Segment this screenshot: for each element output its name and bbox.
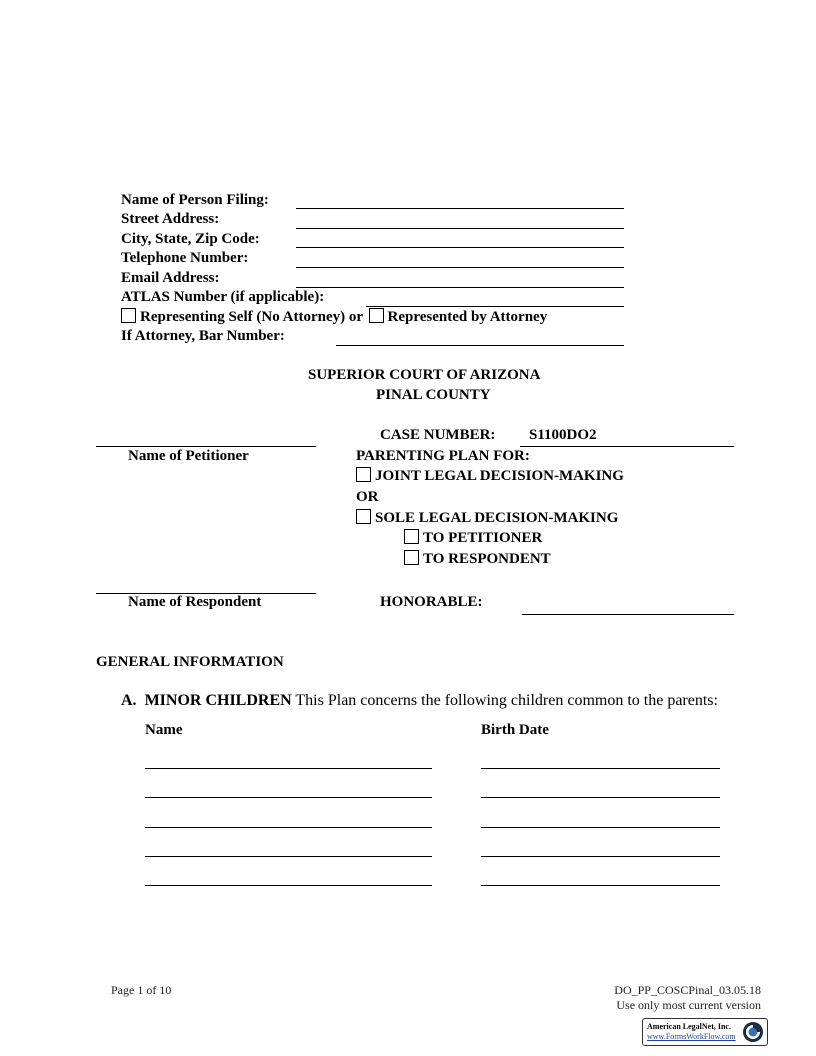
to-respondent-checkbox[interactable] bbox=[404, 550, 419, 565]
representation-row bbox=[121, 308, 547, 326]
joint-decision-row bbox=[356, 467, 624, 485]
telephone-field[interactable] bbox=[296, 267, 624, 268]
form-id: DO_PP_COSCPinal_03.05.18 bbox=[614, 983, 761, 997]
general-information-heading: GENERAL INFORMATION bbox=[96, 654, 284, 670]
child-birth-date-field[interactable] bbox=[481, 768, 720, 769]
to-respondent-label: TO RESPONDENT bbox=[423, 551, 551, 567]
child-birth-date-field[interactable] bbox=[481, 856, 720, 857]
to-petitioner-label: TO PETITIONER bbox=[423, 530, 543, 546]
case-number-field[interactable] bbox=[520, 446, 734, 447]
child-birth-date-field[interactable] bbox=[481, 827, 720, 828]
name-of-person-filing-label: Name of Person Filing: bbox=[121, 192, 269, 208]
logo-company-name: American LegalNet, Inc. bbox=[647, 1022, 731, 1031]
honorable-label: HONORABLE: bbox=[380, 594, 483, 610]
child-name-field[interactable] bbox=[145, 797, 432, 798]
logo-url[interactable]: www.FormsWorkFlow.com bbox=[647, 1032, 736, 1041]
court-name: SUPERIOR COURT OF ARIZONA bbox=[308, 367, 541, 383]
respondent-label: Name of Respondent bbox=[128, 594, 262, 610]
section-a-title: MINOR CHILDREN bbox=[144, 692, 292, 709]
children-name-column-header: Name bbox=[145, 722, 183, 738]
atlas-number-label: ATLAS Number (if applicable): bbox=[121, 289, 325, 305]
section-a-letter: A. bbox=[121, 692, 137, 709]
city-state-zip-label: City, State, Zip Code: bbox=[121, 231, 260, 247]
american-legalnet-logo[interactable] bbox=[642, 1018, 768, 1046]
represented-by-attorney-label: Represented by Attorney bbox=[387, 309, 548, 325]
joint-decision-label: JOINT LEGAL DECISION-MAKING bbox=[375, 468, 624, 484]
sole-decision-checkbox[interactable] bbox=[356, 509, 371, 524]
sole-decision-row bbox=[356, 509, 618, 527]
to-petitioner-checkbox[interactable] bbox=[404, 529, 419, 544]
petitioner-label: Name of Petitioner bbox=[128, 448, 249, 464]
telephone-label: Telephone Number: bbox=[121, 250, 249, 266]
street-address-label: Street Address: bbox=[121, 211, 220, 227]
child-name-field[interactable] bbox=[145, 885, 432, 886]
email-field[interactable] bbox=[296, 287, 624, 288]
case-number-label: CASE NUMBER: bbox=[380, 427, 496, 443]
name-of-person-filing-field[interactable] bbox=[296, 208, 624, 209]
section-a-text: This Plan concerns the following children common to the parents: bbox=[295, 692, 718, 709]
representing-self-checkbox[interactable] bbox=[121, 308, 136, 323]
logo-seal-icon bbox=[742, 1021, 764, 1043]
version-note: Use only most current version bbox=[616, 998, 761, 1012]
bar-number-label: If Attorney, Bar Number: bbox=[121, 328, 285, 344]
child-birth-date-field[interactable] bbox=[481, 797, 720, 798]
atlas-number-field[interactable] bbox=[366, 306, 624, 307]
child-name-field[interactable] bbox=[145, 768, 432, 769]
street-address-field[interactable] bbox=[296, 228, 624, 229]
parenting-plan-title: PARENTING PLAN FOR: bbox=[356, 448, 530, 464]
represented-by-attorney-checkbox[interactable] bbox=[369, 308, 384, 323]
or-label: OR bbox=[356, 489, 379, 505]
children-birth-date-column-header: Birth Date bbox=[481, 722, 549, 738]
city-state-zip-field[interactable] bbox=[296, 247, 624, 248]
bar-number-field[interactable] bbox=[336, 345, 624, 346]
child-birth-date-field[interactable] bbox=[481, 885, 720, 886]
sole-decision-label: SOLE LEGAL DECISION-MAKING bbox=[375, 510, 619, 526]
case-number-value: S1100DO2 bbox=[529, 427, 597, 443]
section-a bbox=[121, 692, 718, 710]
joint-decision-checkbox[interactable] bbox=[356, 467, 371, 482]
page-number: Page 1 of 10 bbox=[111, 983, 172, 997]
representing-self-label: Representing Self (No Attorney) or bbox=[140, 309, 363, 325]
child-name-field[interactable] bbox=[145, 856, 432, 857]
to-respondent-row bbox=[404, 550, 551, 568]
honorable-field[interactable] bbox=[522, 614, 734, 615]
to-petitioner-row bbox=[404, 529, 542, 547]
child-name-field[interactable] bbox=[145, 827, 432, 828]
court-county: PINAL COUNTY bbox=[376, 387, 491, 403]
email-label: Email Address: bbox=[121, 270, 220, 286]
